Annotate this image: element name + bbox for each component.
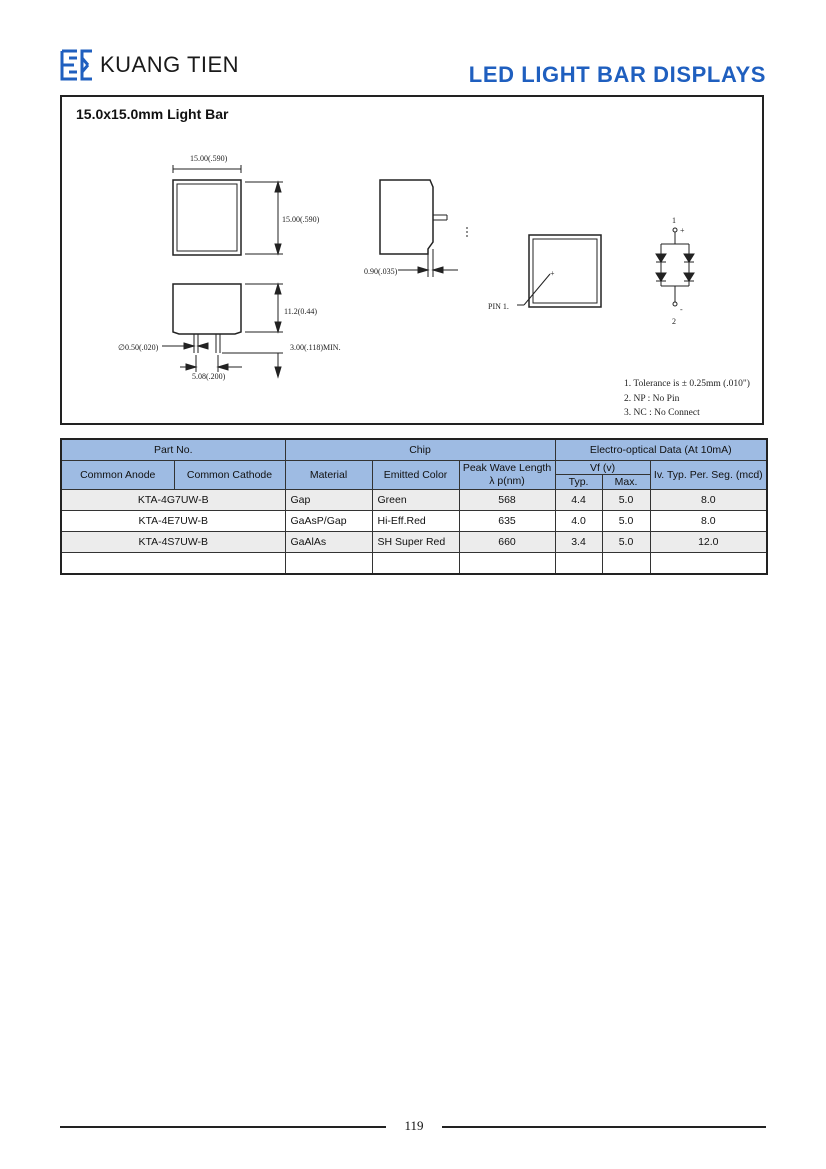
cell-peak: 568 — [459, 490, 555, 511]
header-material: Material — [285, 461, 372, 490]
cell-vf-typ: 3.4 — [555, 532, 602, 553]
header-vf-typ: Typ. — [555, 475, 602, 490]
cell-part-no: KTA-4G7UW-B — [61, 490, 285, 511]
spec-table — [60, 438, 768, 575]
cell-part-no: KTA-4E7UW-B — [61, 511, 285, 532]
company-logo — [60, 48, 239, 82]
table-row — [61, 532, 767, 553]
cell-color: Hi-Eff.Red — [372, 511, 459, 532]
header-chip: Chip — [285, 439, 555, 461]
section-title: LED LIGHT BAR DISPLAYS — [468, 62, 766, 87]
drawing-notes — [624, 377, 750, 421]
header-peak-wave-line1: Peak Wave Length — [462, 462, 552, 474]
cell-empty — [285, 553, 372, 575]
footer-rule-right — [442, 1126, 766, 1128]
note-item: 1. Tolerance is ± 0.25mm (.010") — [624, 379, 750, 389]
cell-empty — [372, 553, 459, 575]
dim-width-top: 15.00(.590) — [190, 154, 228, 163]
cell-vf-max: 5.0 — [602, 532, 650, 553]
cell-empty — [602, 553, 650, 575]
brand-name: KUANG TIEN — [100, 52, 240, 77]
header-part-no: Part No. — [61, 439, 285, 461]
header-common-cathode: Common Cathode — [174, 461, 285, 490]
header-iv: Iv. Typ. Per. Seg. (mcd) — [650, 461, 767, 490]
header-electro-optical: Electro-optical Data (At 10mA) — [555, 439, 767, 461]
header-common-anode: Common Anode — [61, 461, 174, 490]
schematic-pin-2: 2 — [672, 317, 676, 326]
page-number: 119 — [404, 1118, 424, 1133]
note-item: 2. NP : No Pin — [624, 393, 680, 404]
cell-empty — [650, 553, 767, 575]
cell-color: Green — [372, 490, 459, 511]
cell-material: Gap — [285, 490, 372, 511]
header-vf: Vf (v) — [555, 461, 650, 475]
package-drawing — [62, 97, 762, 423]
cell-iv: 8.0 — [650, 511, 767, 532]
drawing-panel — [60, 95, 764, 425]
cell-vf-max: 5.0 — [602, 511, 650, 532]
note-item: 3. NC : No Connect — [624, 408, 700, 418]
table-row-empty — [61, 553, 767, 575]
table-row — [61, 490, 767, 511]
cell-material: GaAlAs — [285, 532, 372, 553]
dim-pin-length: 3.00(.118)MIN. — [290, 343, 341, 352]
dim-pin-diameter: ∅0.50(.020) — [118, 343, 159, 352]
table-row — [61, 511, 767, 532]
cell-empty — [61, 553, 285, 575]
dim-body-height: 11.2(0.44) — [284, 307, 318, 316]
schematic-minus: - — [680, 305, 683, 314]
cell-empty — [459, 553, 555, 575]
cell-vf-max: 5.0 — [602, 490, 650, 511]
header-emitted-color: Emitted Color — [372, 461, 459, 490]
cell-color: SH Super Red — [372, 532, 459, 553]
cell-part-no: KTA-4S7UW-B — [61, 532, 285, 553]
cell-peak: 660 — [459, 532, 555, 553]
cell-vf-typ: 4.4 — [555, 490, 602, 511]
dim-height-side: 15.00(.590) — [282, 215, 320, 224]
schematic-pin-1: 1 — [672, 216, 676, 225]
schematic-plus: + — [680, 226, 685, 235]
cell-vf-typ: 4.0 — [555, 511, 602, 532]
pin1-plus-mark: + — [550, 269, 555, 278]
cell-empty — [555, 553, 602, 575]
cell-iv: 12.0 — [650, 532, 767, 553]
footer-rule-left — [60, 1126, 386, 1128]
dim-pin-pitch: 5.08(.200) — [192, 372, 226, 381]
header-vf-max: Max. — [602, 475, 650, 490]
header-peak-wave — [459, 461, 555, 490]
cell-material: GaAsP/Gap — [285, 511, 372, 532]
cell-iv: 8.0 — [650, 490, 767, 511]
pin1-label: PIN 1. — [488, 302, 509, 311]
drawing-title: 15.0x15.0mm Light Bar — [76, 106, 229, 122]
kuang-tien-logo-icon — [60, 48, 94, 82]
cell-peak: 635 — [459, 511, 555, 532]
header-peak-wave-line2: λ p(nm) — [489, 475, 525, 487]
dim-pin-gap: 0.90(.035) — [364, 267, 398, 276]
